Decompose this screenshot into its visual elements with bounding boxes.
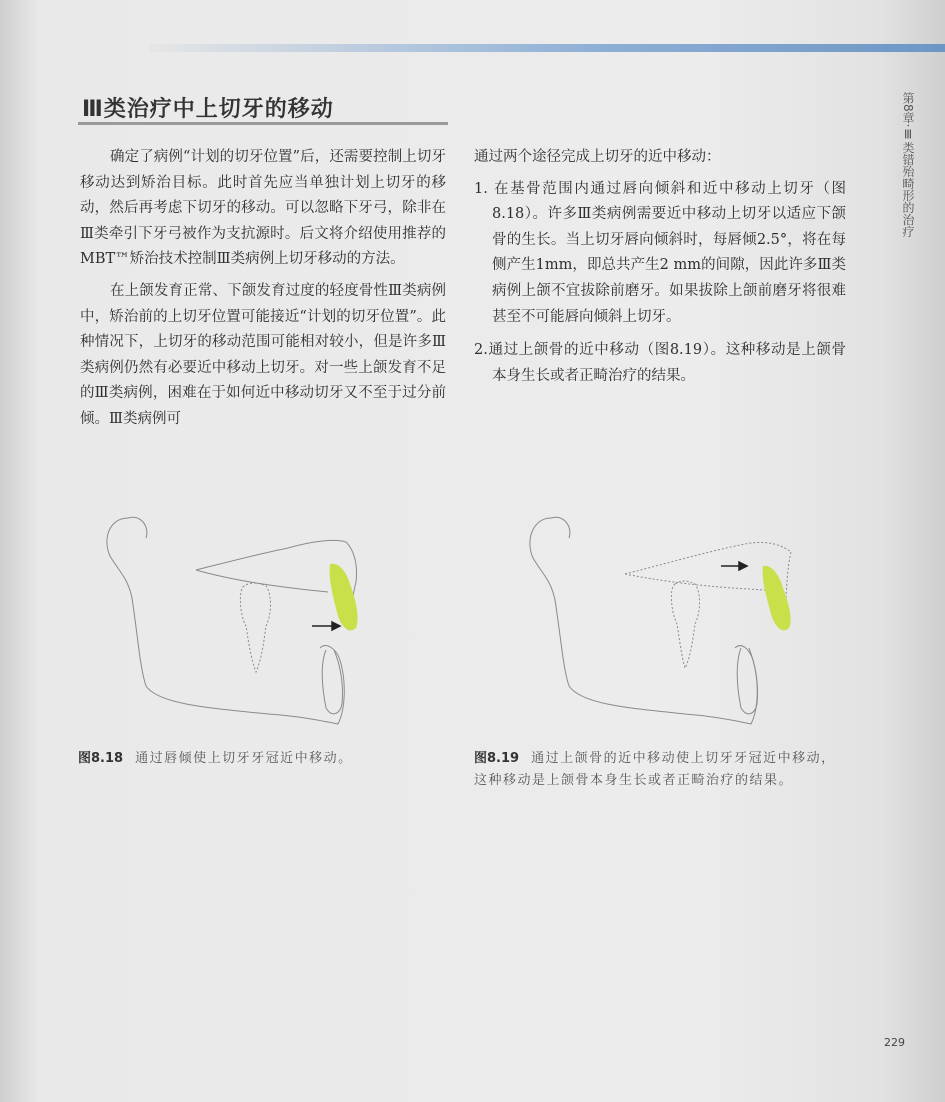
- upper-incisor-highlight: [330, 564, 358, 631]
- figure-8-18-illustration: [88, 508, 448, 744]
- palate-line: [625, 574, 765, 590]
- arrow-icon: [312, 622, 340, 630]
- figure-caption: [474, 748, 846, 792]
- paragraph: 在上颌发育正常、下颌发育过度的轻度骨性Ⅲ类病例中，矫治前的上切牙位置可能接近“计划的切牙位置”。此种情况下，上切牙的移动范围可能相对较小，但是许多Ⅲ类病例仍然有必要近中移动上切牙。对一些上颌发育不足的Ⅲ类病例，困难在于如何近中移动切牙又不至于过分前倾。Ⅲ类病例可: [80, 282, 446, 427]
- palate-line: [196, 570, 328, 592]
- list-item: 1. 在基骨范围内通过唇向倾斜和近中移动上切牙（图8.18）。许多Ⅲ类病例需要近中移动上切牙以适应下颌骨的生长。当上切牙唇向倾斜时，每唇倾2.5°，将在每侧产生1mm，即总共产生2 mm的间隙，因此许多Ⅲ类病例上颌不宜拔除前磨牙。如果拔除上颌前磨牙将很难甚至不可能唇向倾斜上切牙。: [474, 180, 846, 325]
- list-item: 2.通过上颌骨的近中移动（图8.19）。这种移动是上颌骨本身生长或者正畸治疗的结果。: [474, 342, 846, 384]
- figure-8-19-illustration: [515, 508, 855, 744]
- paragraph: 通过两个途径完成上切牙的近中移动：: [474, 149, 721, 165]
- arrow-icon: [721, 562, 747, 570]
- left-column: [80, 145, 446, 433]
- section-title-text: Ⅲ类治疗中上切牙的移动: [82, 97, 334, 122]
- lower-incisor-outline: [737, 648, 757, 714]
- page-number: 229: [884, 1036, 905, 1049]
- figure-number: 图8.19: [474, 751, 520, 766]
- figure-caption-text: 通过唇倾使上切牙牙冠近中移动。: [135, 751, 353, 766]
- condyle-outline: [551, 517, 570, 538]
- figure-number: 图8.18: [78, 751, 124, 766]
- figure-caption-text: 通过上颌骨的近中移动使上切牙牙冠近中移动，这种移动是上颌骨本身生长或者正畸治疗的结果。: [474, 751, 836, 788]
- molar-outline: [240, 583, 270, 672]
- mandible-outline: [107, 518, 344, 724]
- header-band: [150, 44, 945, 52]
- chapter-side-label: 第8章·Ⅲ类错殆畸形的治疗: [901, 92, 915, 238]
- right-column: [474, 145, 846, 397]
- section-title: [78, 92, 448, 125]
- condyle-outline: [128, 517, 147, 538]
- upper-incisor-highlight: [763, 566, 791, 631]
- molar-outline: [671, 581, 699, 668]
- figure-caption: [78, 748, 458, 770]
- paragraph: 确定了病例“计划的切牙位置”后，还需要控制上切牙移动达到矫治目标。此时首先应当单独计划上切牙的移动，然后再考虑下切牙的移动。可以忽略下牙弓，除非在Ⅲ类牵引下牙弓被作为支抗源时。后文将介绍使用推荐的MBT™矫治技术控制Ⅲ类病例上切牙移动的方法。: [80, 149, 446, 268]
